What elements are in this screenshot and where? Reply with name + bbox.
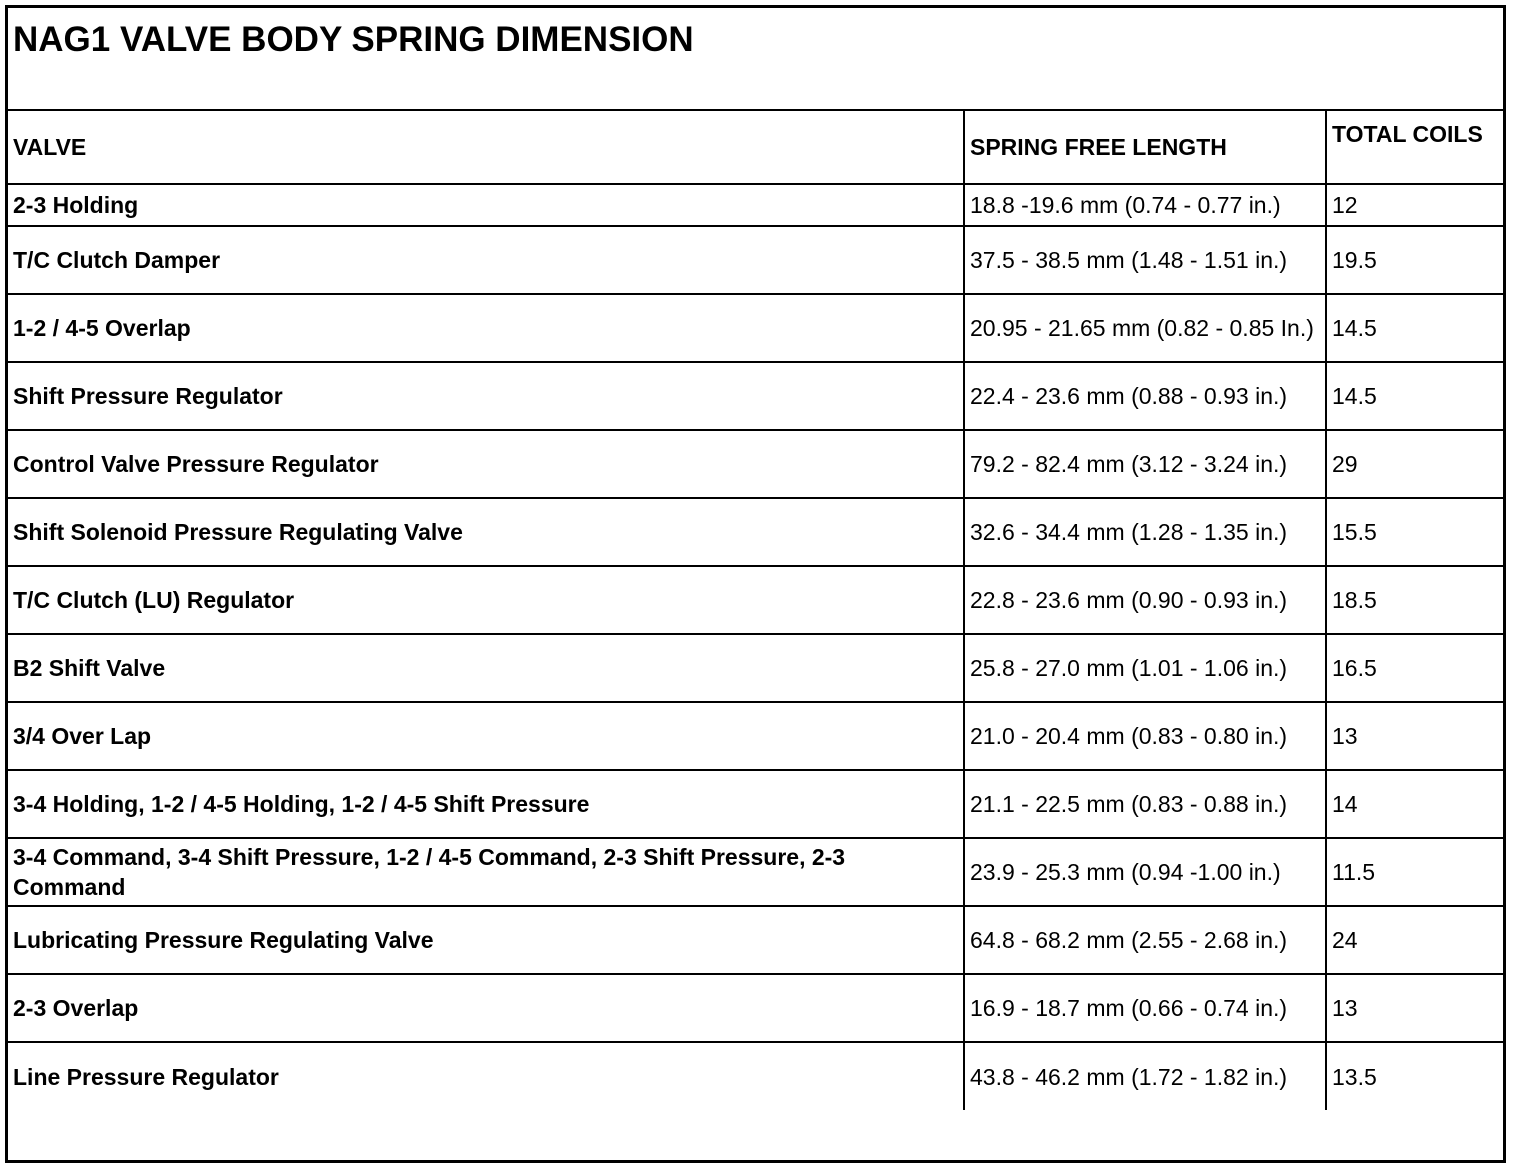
total-coils-cell: 13 [1326,702,1503,770]
total-coils-cell: 19.5 [1326,226,1503,294]
total-coils-cell: 13.5 [1326,1042,1503,1110]
spec-sheet [5,5,1506,1163]
spring-free-length-cell: 16.9 - 18.7 mm (0.66 - 0.74 in.) [964,974,1326,1042]
total-coils-cell: 15.5 [1326,498,1503,566]
total-coils-cell: 18.5 [1326,566,1503,634]
total-coils-cell: 14.5 [1326,294,1503,362]
total-coils-cell: 13 [1326,974,1503,1042]
header-spring-free-length: SPRING FREE LENGTH [964,111,1326,184]
valve-cell: T/C Clutch Damper [8,226,964,294]
valve-cell: Shift Solenoid Pressure Regulating Valve [8,498,964,566]
header-row [8,111,1503,184]
valve-cell: 2-3 Holding [8,184,964,226]
table-row [8,430,1503,498]
spring-free-length-cell: 20.95 - 21.65 mm (0.82 - 0.85 In.) [964,294,1326,362]
valve-cell: T/C Clutch (LU) Regulator [8,566,964,634]
spring-free-length-cell: 21.0 - 20.4 mm (0.83 - 0.80 in.) [964,702,1326,770]
table-row [8,294,1503,362]
table-row [8,498,1503,566]
valve-cell: Lubricating Pressure Regulating Valve [8,906,964,974]
spring-free-length-cell: 23.9 - 25.3 mm (0.94 -1.00 in.) [964,838,1326,906]
spring-free-length-cell: 64.8 - 68.2 mm (2.55 - 2.68 in.) [964,906,1326,974]
valve-cell: 2-3 Overlap [8,974,964,1042]
spring-free-length-cell: 79.2 - 82.4 mm (3.12 - 3.24 in.) [964,430,1326,498]
table-row [8,184,1503,226]
spring-dimension-table [8,111,1503,1110]
valve-cell: 3-4 Holding, 1-2 / 4-5 Holding, 1-2 / 4-5 Shift Pressure [8,770,964,838]
table-row [8,226,1503,294]
total-coils-cell: 11.5 [1326,838,1503,906]
table-row [8,566,1503,634]
spring-free-length-cell: 21.1 - 22.5 mm (0.83 - 0.88 in.) [964,770,1326,838]
spring-free-length-cell: 32.6 - 34.4 mm (1.28 - 1.35 in.) [964,498,1326,566]
total-coils-cell: 12 [1326,184,1503,226]
valve-cell: Shift Pressure Regulator [8,362,964,430]
valve-cell: B2 Shift Valve [8,634,964,702]
valve-cell: Line Pressure Regulator [8,1042,964,1110]
valve-cell: 1-2 / 4-5 Overlap [8,294,964,362]
table-row [8,634,1503,702]
table-row [8,838,1503,906]
table-row [8,770,1503,838]
spring-free-length-cell: 25.8 - 27.0 mm (1.01 - 1.06 in.) [964,634,1326,702]
spring-free-length-cell: 22.4 - 23.6 mm (0.88 - 0.93 in.) [964,362,1326,430]
total-coils-cell: 24 [1326,906,1503,974]
table-row [8,1042,1503,1110]
header-valve: VALVE [8,111,964,184]
spring-free-length-cell: 18.8 -19.6 mm (0.74 - 0.77 in.) [964,184,1326,226]
title-row [8,8,1503,111]
page-title: NAG1 VALVE BODY SPRING DIMENSION [13,20,694,59]
table-row [8,702,1503,770]
spring-free-length-cell: 22.8 - 23.6 mm (0.90 - 0.93 in.) [964,566,1326,634]
table-row [8,974,1503,1042]
table-row [8,362,1503,430]
total-coils-cell: 16.5 [1326,634,1503,702]
spring-free-length-cell: 37.5 - 38.5 mm (1.48 - 1.51 in.) [964,226,1326,294]
total-coils-cell: 14.5 [1326,362,1503,430]
header-total-coils: TOTAL COILS [1326,111,1503,184]
spring-free-length-cell: 43.8 - 46.2 mm (1.72 - 1.82 in.) [964,1042,1326,1110]
valve-cell: 3-4 Command, 3-4 Shift Pressure, 1-2 / 4-5 Command, 2-3 Shift Pressure, 2-3 Command [8,838,964,906]
table-row [8,906,1503,974]
valve-cell: Control Valve Pressure Regulator [8,430,964,498]
valve-cell: 3/4 Over Lap [8,702,964,770]
total-coils-cell: 14 [1326,770,1503,838]
total-coils-cell: 29 [1326,430,1503,498]
table-body [8,111,1503,1110]
